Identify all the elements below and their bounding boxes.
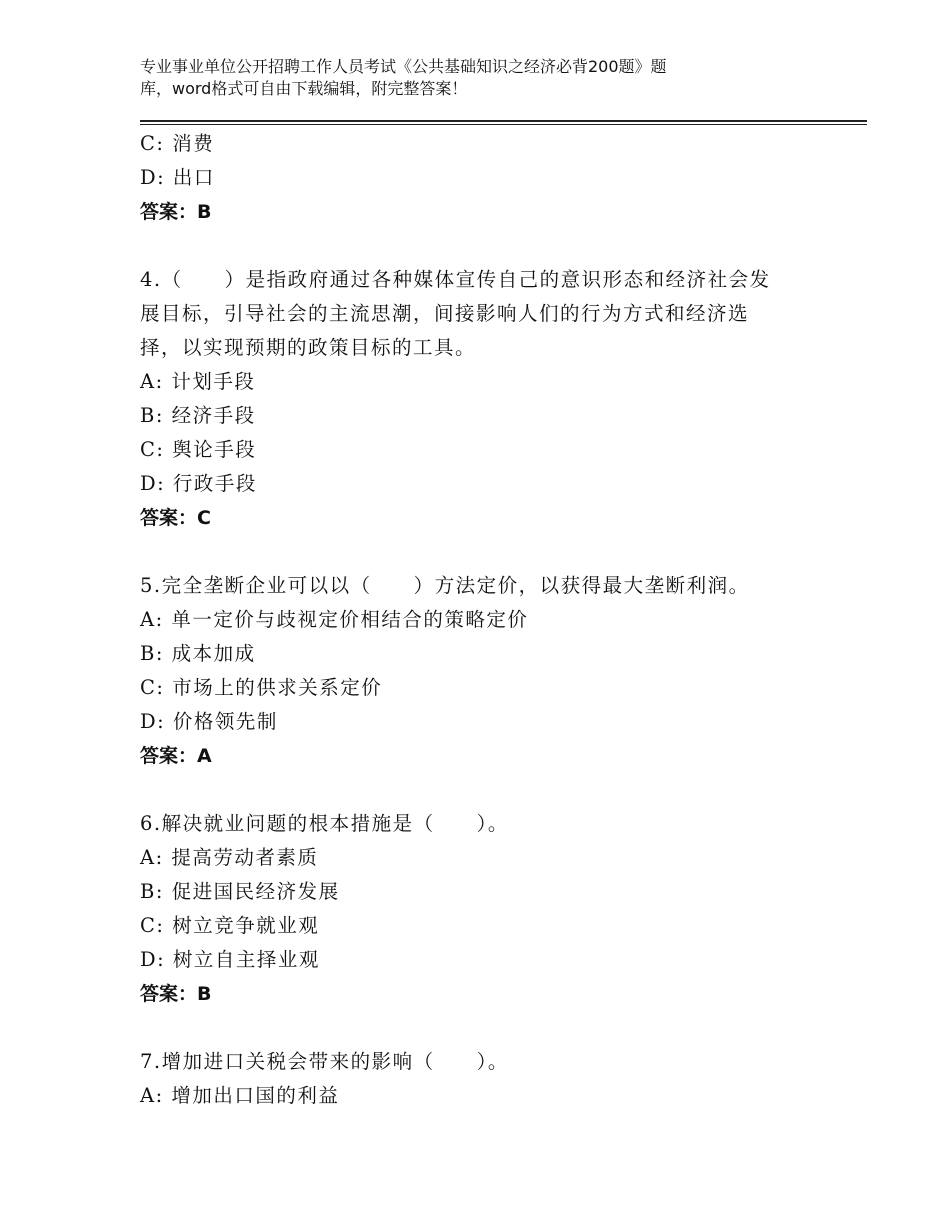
answer: 答案：C bbox=[140, 507, 211, 529]
option-c: C: 树立竞争就业观 bbox=[140, 914, 320, 937]
question-stem-line: 4.（ ）是指政府通过各种媒体宣传自己的意识形态和经济社会发 bbox=[140, 268, 771, 291]
option-d: D: 价格领先制 bbox=[140, 710, 278, 733]
question-3 bbox=[140, 127, 840, 229]
header-title-line-2: 库，word格式可自由下载编辑，附完整答案！ bbox=[140, 79, 468, 98]
option-a: A: 增加出口国的利益 bbox=[140, 1084, 340, 1107]
header-title-line-1: 专业事业单位公开招聘工作人员考试《公共基础知识之经济必背200题》题 bbox=[140, 57, 667, 76]
document-body bbox=[140, 127, 840, 1113]
spacer bbox=[140, 229, 840, 263]
header-rule-thin bbox=[140, 124, 867, 125]
option-b: B: 经济手段 bbox=[140, 404, 256, 427]
question-stem-line: 6.解决就业问题的根本措施是（ ）。 bbox=[140, 812, 509, 835]
question-stem-line: 择，以实现预期的政策目标的工具。 bbox=[140, 336, 477, 359]
page-header bbox=[140, 56, 780, 100]
header-rule-thick bbox=[140, 120, 867, 122]
option-c: C: 市场上的供求关系定价 bbox=[140, 676, 383, 699]
question-stem-line: 展目标，引导社会的主流思潮，间接影响人们的行为方式和经济选 bbox=[140, 302, 750, 325]
spacer bbox=[140, 535, 840, 569]
option-b: B: 成本加成 bbox=[140, 642, 256, 665]
option-d: D: 出口 bbox=[140, 166, 215, 189]
option-c: C: 消费 bbox=[140, 132, 215, 155]
question-4 bbox=[140, 263, 840, 535]
question-6 bbox=[140, 807, 840, 1011]
option-b: B: 促进国民经济发展 bbox=[140, 880, 340, 903]
question-7 bbox=[140, 1045, 840, 1113]
option-a: A: 计划手段 bbox=[140, 370, 256, 393]
answer: 答案：B bbox=[140, 201, 212, 223]
option-d: D: 行政手段 bbox=[140, 472, 257, 495]
option-d: D: 树立自主择业观 bbox=[140, 948, 320, 971]
spacer bbox=[140, 773, 840, 807]
question-5 bbox=[140, 569, 840, 773]
option-a: A: 单一定价与歧视定价相结合的策略定价 bbox=[140, 608, 529, 631]
answer: 答案：B bbox=[140, 983, 212, 1005]
question-stem-line: 5.完全垄断企业可以以（ ）方法定价，以获得最大垄断利润。 bbox=[140, 574, 750, 597]
question-stem-line: 7.增加进口关税会带来的影响（ ）。 bbox=[140, 1050, 509, 1073]
spacer bbox=[140, 1011, 840, 1045]
option-a: A: 提高劳动者素质 bbox=[140, 846, 319, 869]
option-c: C: 舆论手段 bbox=[140, 438, 257, 461]
answer: 答案：A bbox=[140, 745, 212, 767]
